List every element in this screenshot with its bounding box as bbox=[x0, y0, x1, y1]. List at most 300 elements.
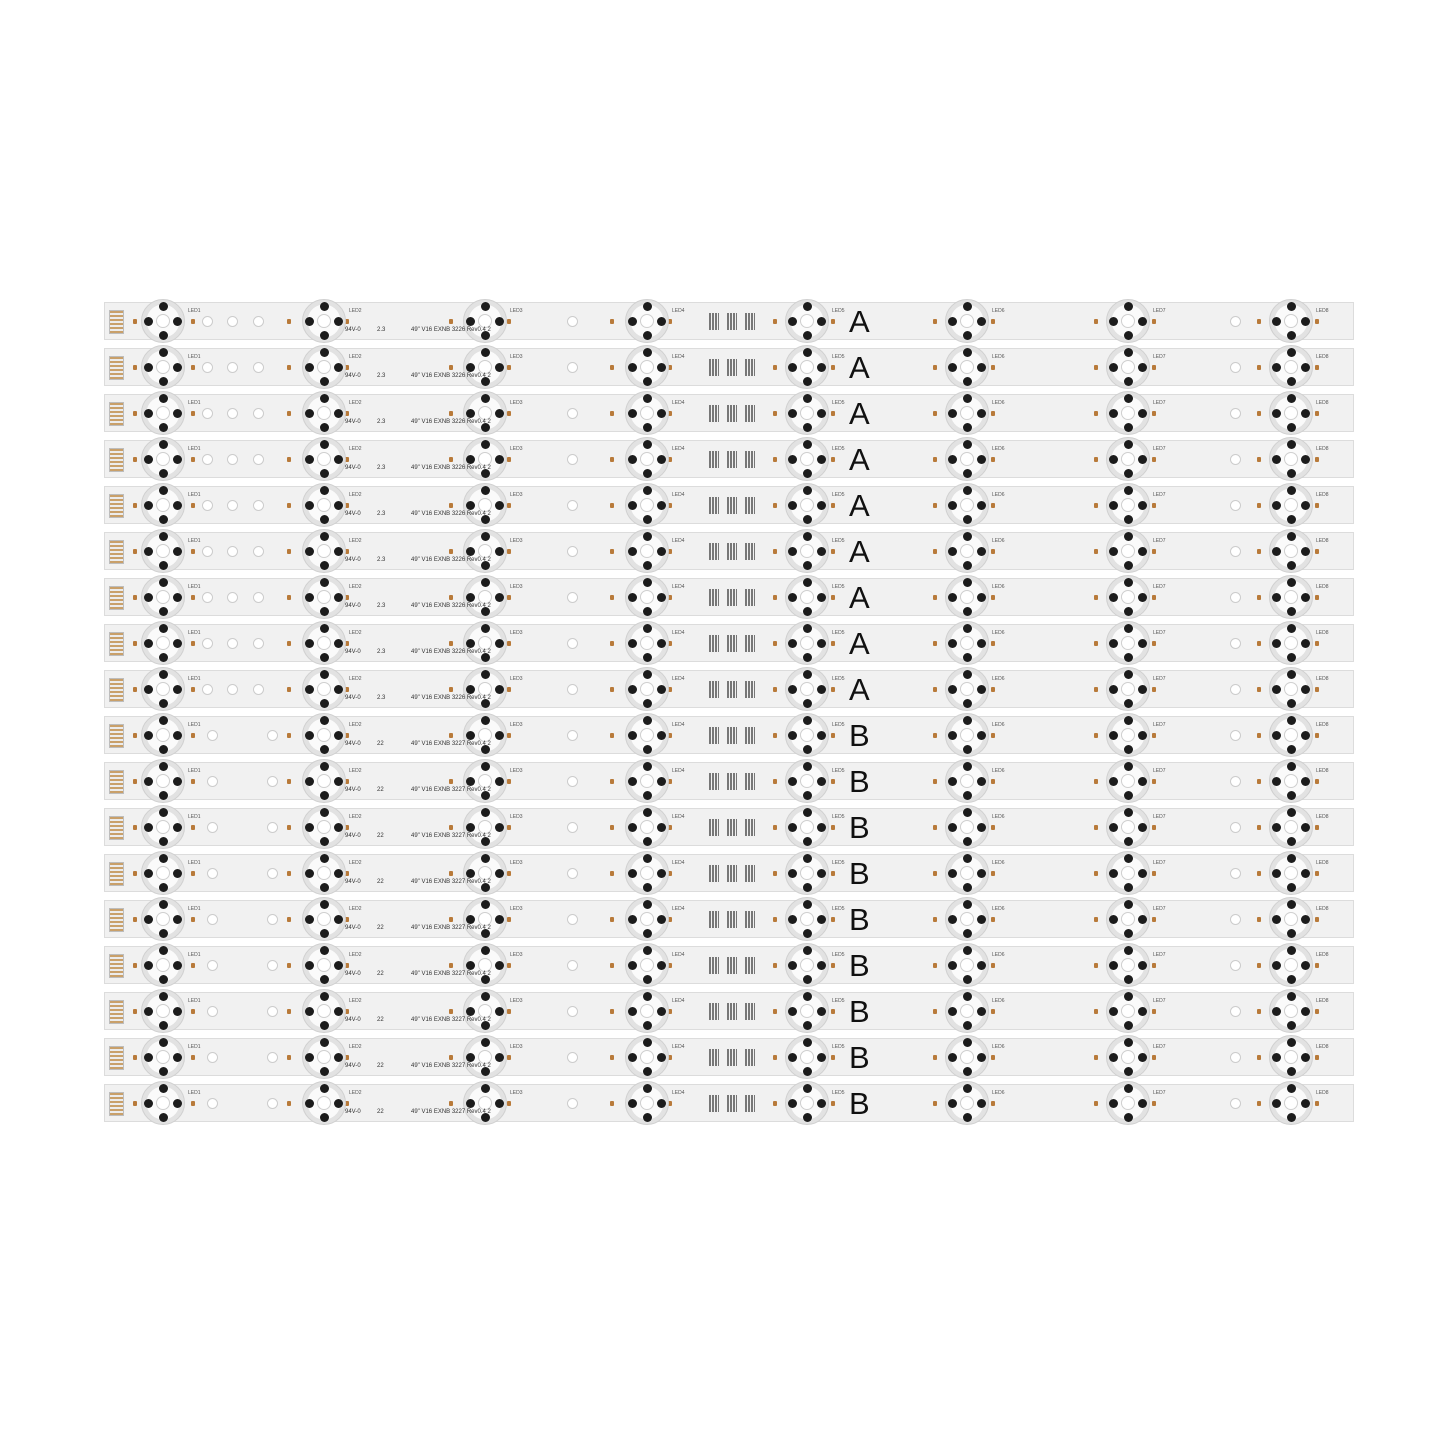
lens-peg bbox=[1109, 501, 1118, 510]
qr-code bbox=[727, 359, 737, 376]
lens-peg bbox=[817, 685, 826, 694]
lens-hub bbox=[1284, 406, 1298, 420]
solder-pad bbox=[449, 733, 453, 738]
lens-peg bbox=[144, 1099, 153, 1108]
solder-pad bbox=[610, 871, 614, 876]
lens-hub bbox=[640, 682, 654, 696]
lens-peg bbox=[628, 685, 637, 694]
led-label: LED5 bbox=[832, 308, 845, 314]
solder-pad bbox=[191, 1055, 195, 1060]
lens-peg bbox=[628, 731, 637, 740]
mounting-hole bbox=[227, 362, 238, 373]
lens-hub bbox=[317, 774, 331, 788]
led-label: LED5 bbox=[832, 906, 845, 912]
solder-pad bbox=[133, 503, 137, 508]
led-lens bbox=[1106, 989, 1150, 1033]
led-label: LED4 bbox=[672, 308, 685, 314]
lens-hub bbox=[1284, 774, 1298, 788]
led-label: LED4 bbox=[672, 768, 685, 774]
lens-peg bbox=[817, 409, 826, 418]
lens-hub bbox=[800, 1004, 814, 1018]
mounting-hole bbox=[253, 546, 264, 557]
connector bbox=[109, 1000, 124, 1024]
mounting-hole bbox=[1230, 1052, 1241, 1063]
solder-pad bbox=[991, 641, 995, 646]
lens-peg bbox=[1138, 455, 1147, 464]
solder-pad bbox=[610, 687, 614, 692]
lens-peg bbox=[1287, 699, 1296, 708]
lens-peg bbox=[495, 823, 504, 832]
solder-pad bbox=[991, 733, 995, 738]
mounting-hole bbox=[202, 684, 213, 695]
solder-pad bbox=[507, 779, 511, 784]
strip-type-letter: B bbox=[849, 1086, 870, 1121]
lens-peg bbox=[305, 961, 314, 970]
lens-peg bbox=[334, 777, 343, 786]
lens-peg bbox=[948, 501, 957, 510]
solder-pad bbox=[831, 1009, 835, 1014]
lens-peg bbox=[1124, 837, 1133, 846]
led-label: LED1 bbox=[188, 1044, 201, 1050]
qr-code bbox=[745, 359, 755, 376]
lens-peg bbox=[159, 1067, 168, 1076]
lens-peg bbox=[144, 363, 153, 372]
solder-pad bbox=[287, 365, 291, 370]
lens-hub bbox=[317, 1004, 331, 1018]
mounting-hole bbox=[267, 960, 278, 971]
silkscreen-text: 49" V16 EXNB 3227 Rev0.4 2 bbox=[411, 787, 491, 793]
lens-peg bbox=[963, 302, 972, 311]
lens-peg bbox=[657, 823, 666, 832]
lens-peg bbox=[320, 946, 329, 955]
lens-peg bbox=[643, 302, 652, 311]
lens-hub bbox=[800, 1096, 814, 1110]
lens-peg bbox=[803, 1067, 812, 1076]
lens-peg bbox=[320, 440, 329, 449]
solder-pad bbox=[449, 687, 453, 692]
lens-peg bbox=[1109, 363, 1118, 372]
led-label: LED1 bbox=[188, 814, 201, 820]
led-label: LED2 bbox=[349, 768, 362, 774]
lens-peg bbox=[643, 900, 652, 909]
solder-pad bbox=[991, 549, 995, 554]
led-lens bbox=[463, 345, 507, 389]
lens-hub bbox=[478, 820, 492, 834]
qr-code bbox=[709, 589, 719, 606]
led-label: LED3 bbox=[510, 1044, 523, 1050]
led-lens bbox=[302, 345, 346, 389]
strip-type-letter: A bbox=[849, 350, 870, 385]
solder-pad bbox=[1094, 319, 1098, 324]
mounting-hole bbox=[253, 316, 264, 327]
led-label: LED6 bbox=[992, 538, 1005, 544]
solder-pad bbox=[1094, 365, 1098, 370]
solder-pad bbox=[991, 825, 995, 830]
lens-peg bbox=[788, 731, 797, 740]
led-lens bbox=[141, 943, 185, 987]
lens-hub bbox=[478, 682, 492, 696]
led-lens bbox=[463, 391, 507, 435]
lens-peg bbox=[173, 409, 182, 418]
lens-hub bbox=[317, 544, 331, 558]
lens-peg bbox=[1272, 731, 1281, 740]
lens-peg bbox=[963, 394, 972, 403]
lens-peg bbox=[643, 670, 652, 679]
lens-peg bbox=[320, 791, 329, 800]
mounting-hole bbox=[207, 822, 218, 833]
qr-code bbox=[745, 1003, 755, 1020]
led-label: LED7 bbox=[1153, 768, 1166, 774]
lens-peg bbox=[817, 869, 826, 878]
led-label: LED7 bbox=[1153, 860, 1166, 866]
lens-peg bbox=[1124, 900, 1133, 909]
solder-pad bbox=[933, 825, 937, 830]
qr-code bbox=[727, 957, 737, 974]
solder-pad bbox=[133, 871, 137, 876]
lens-peg bbox=[817, 547, 826, 556]
led-lens bbox=[302, 529, 346, 573]
lens-peg bbox=[1287, 515, 1296, 524]
lens-peg bbox=[1287, 1113, 1296, 1122]
lens-peg bbox=[1124, 469, 1133, 478]
lens-peg bbox=[1109, 777, 1118, 786]
led-lens bbox=[785, 529, 829, 573]
qr-code bbox=[709, 543, 719, 560]
solder-pad bbox=[1094, 411, 1098, 416]
solder-pad bbox=[991, 319, 995, 324]
lens-peg bbox=[1287, 377, 1296, 386]
led-lens bbox=[785, 1081, 829, 1125]
lens-peg bbox=[643, 486, 652, 495]
lens-peg bbox=[657, 731, 666, 740]
solder-pad bbox=[933, 687, 937, 692]
lens-peg bbox=[1138, 961, 1147, 970]
led-strip-b bbox=[104, 716, 1354, 754]
lens-peg bbox=[963, 331, 972, 340]
lens-peg bbox=[1124, 607, 1133, 616]
lens-peg bbox=[1287, 624, 1296, 633]
led-label: LED4 bbox=[672, 1044, 685, 1050]
solder-pad bbox=[933, 1055, 937, 1060]
solder-pad bbox=[831, 871, 835, 876]
solder-pad bbox=[1315, 457, 1319, 462]
solder-pad bbox=[449, 1055, 453, 1060]
lens-peg bbox=[643, 423, 652, 432]
lens-peg bbox=[657, 685, 666, 694]
lens-peg bbox=[320, 515, 329, 524]
mounting-hole bbox=[567, 408, 578, 419]
lens-peg bbox=[159, 532, 168, 541]
lens-peg bbox=[481, 762, 490, 771]
lens-peg bbox=[803, 377, 812, 386]
mounting-hole bbox=[253, 362, 264, 373]
lens-hub bbox=[640, 452, 654, 466]
led-lens bbox=[1269, 621, 1313, 665]
lens-peg bbox=[1124, 440, 1133, 449]
led-label: LED7 bbox=[1153, 998, 1166, 1004]
solder-pad bbox=[933, 1101, 937, 1106]
lens-peg bbox=[628, 961, 637, 970]
connector bbox=[109, 1046, 124, 1070]
mounting-hole bbox=[253, 638, 264, 649]
lens-peg bbox=[320, 975, 329, 984]
led-lens bbox=[463, 1035, 507, 1079]
lens-peg bbox=[977, 915, 986, 924]
qr-code bbox=[745, 957, 755, 974]
lens-hub bbox=[640, 590, 654, 604]
mounting-hole bbox=[202, 638, 213, 649]
led-lens bbox=[625, 483, 669, 527]
led-label: LED2 bbox=[349, 676, 362, 682]
lens-peg bbox=[643, 883, 652, 892]
led-label: LED8 bbox=[1316, 814, 1329, 820]
mounting-hole bbox=[567, 638, 578, 649]
led-label: LED7 bbox=[1153, 584, 1166, 590]
silkscreen-text: 49" V16 EXNB 3226 Rev0.4 2 bbox=[411, 327, 491, 333]
solder-pad bbox=[773, 457, 777, 462]
lens-peg bbox=[320, 992, 329, 1001]
lens-hub bbox=[640, 912, 654, 926]
lens-peg bbox=[320, 532, 329, 541]
led-lens bbox=[1106, 851, 1150, 895]
led-strip-a bbox=[104, 394, 1354, 432]
lens-peg bbox=[320, 762, 329, 771]
solder-pad bbox=[610, 1009, 614, 1014]
solder-pad bbox=[933, 549, 937, 554]
led-lens bbox=[625, 989, 669, 1033]
silkscreen-text: 94V-0 bbox=[345, 1017, 361, 1023]
led-label: LED1 bbox=[188, 446, 201, 452]
led-label: LED2 bbox=[349, 630, 362, 636]
led-label: LED8 bbox=[1316, 446, 1329, 452]
lens-peg bbox=[1138, 1099, 1147, 1108]
solder-pad bbox=[449, 1101, 453, 1106]
silkscreen-text: 2.3 bbox=[377, 695, 386, 701]
solder-pad bbox=[1152, 687, 1156, 692]
lens-peg bbox=[481, 624, 490, 633]
connector bbox=[109, 770, 124, 794]
solder-pad bbox=[1257, 1055, 1261, 1060]
qr-code bbox=[709, 1049, 719, 1066]
lens-peg bbox=[159, 394, 168, 403]
qr-code bbox=[745, 313, 755, 330]
solder-pad bbox=[191, 319, 195, 324]
led-lens bbox=[1106, 299, 1150, 343]
lens-peg bbox=[817, 1099, 826, 1108]
led-label: LED2 bbox=[349, 722, 362, 728]
solder-pad bbox=[773, 917, 777, 922]
solder-pad bbox=[507, 871, 511, 876]
lens-peg bbox=[481, 854, 490, 863]
qr-code bbox=[727, 727, 737, 744]
lens-peg bbox=[1109, 409, 1118, 418]
lens-peg bbox=[817, 961, 826, 970]
lens-peg bbox=[1138, 1053, 1147, 1062]
led-lens bbox=[945, 483, 989, 527]
lens-peg bbox=[173, 731, 182, 740]
qr-code bbox=[745, 1049, 755, 1066]
silkscreen-text: 94V-0 bbox=[345, 649, 361, 655]
lens-hub bbox=[156, 866, 170, 880]
led-lens bbox=[302, 391, 346, 435]
lens-peg bbox=[963, 900, 972, 909]
solder-pad bbox=[287, 917, 291, 922]
led-lens bbox=[785, 851, 829, 895]
lens-peg bbox=[495, 961, 504, 970]
lens-peg bbox=[481, 992, 490, 1001]
solder-pad bbox=[507, 411, 511, 416]
lens-peg bbox=[1124, 946, 1133, 955]
solder-pad bbox=[831, 917, 835, 922]
led-lens bbox=[785, 345, 829, 389]
mounting-hole bbox=[567, 454, 578, 465]
qr-code bbox=[727, 1003, 737, 1020]
mounting-hole bbox=[567, 960, 578, 971]
lens-peg bbox=[334, 547, 343, 556]
solder-pad bbox=[1257, 825, 1261, 830]
solder-pad bbox=[507, 457, 511, 462]
solder-pad bbox=[507, 595, 511, 600]
lens-peg bbox=[803, 302, 812, 311]
led-label: LED1 bbox=[188, 952, 201, 958]
led-strip-b bbox=[104, 1084, 1354, 1122]
mounting-hole bbox=[207, 1052, 218, 1063]
lens-peg bbox=[963, 653, 972, 662]
lens-hub bbox=[156, 820, 170, 834]
led-lens bbox=[1269, 529, 1313, 573]
qr-code bbox=[727, 405, 737, 422]
led-lens bbox=[785, 805, 829, 849]
mounting-hole bbox=[1230, 1098, 1241, 1109]
lens-hub bbox=[960, 636, 974, 650]
solder-pad bbox=[991, 457, 995, 462]
lens-hub bbox=[1121, 498, 1135, 512]
led-label: LED7 bbox=[1153, 1044, 1166, 1050]
lens-hub bbox=[960, 1050, 974, 1064]
lens-peg bbox=[159, 992, 168, 1001]
solder-pad bbox=[191, 503, 195, 508]
lens-hub bbox=[1284, 498, 1298, 512]
solder-pad bbox=[191, 733, 195, 738]
silkscreen-text: 22 bbox=[377, 1063, 384, 1069]
led-label: LED1 bbox=[188, 354, 201, 360]
lens-peg bbox=[144, 1053, 153, 1062]
lens-peg bbox=[305, 823, 314, 832]
lens-peg bbox=[1124, 975, 1133, 984]
silkscreen-text: 94V-0 bbox=[345, 465, 361, 471]
lens-hub bbox=[800, 774, 814, 788]
solder-pad bbox=[933, 871, 937, 876]
lens-peg bbox=[657, 639, 666, 648]
lens-peg bbox=[963, 624, 972, 633]
lens-peg bbox=[1287, 1067, 1296, 1076]
lens-peg bbox=[977, 501, 986, 510]
qr-code bbox=[727, 635, 737, 652]
led-lens bbox=[463, 989, 507, 1033]
mounting-hole bbox=[253, 454, 264, 465]
qr-code bbox=[709, 681, 719, 698]
solder-pad bbox=[773, 963, 777, 968]
led-label: LED7 bbox=[1153, 906, 1166, 912]
led-lens bbox=[302, 667, 346, 711]
lens-hub bbox=[960, 728, 974, 742]
lens-peg bbox=[173, 547, 182, 556]
solder-pad bbox=[507, 1009, 511, 1014]
lens-peg bbox=[1301, 363, 1310, 372]
solder-pad bbox=[449, 503, 453, 508]
connector bbox=[109, 816, 124, 840]
led-lens bbox=[625, 759, 669, 803]
led-label: LED3 bbox=[510, 998, 523, 1004]
lens-hub bbox=[640, 774, 654, 788]
silkscreen-text: 94V-0 bbox=[345, 1063, 361, 1069]
led-lens bbox=[463, 943, 507, 987]
lens-peg bbox=[1138, 869, 1147, 878]
mounting-hole bbox=[207, 960, 218, 971]
lens-peg bbox=[320, 837, 329, 846]
solder-pad bbox=[1315, 1055, 1319, 1060]
lens-peg bbox=[481, 532, 490, 541]
lens-peg bbox=[977, 869, 986, 878]
led-label: LED5 bbox=[832, 538, 845, 544]
solder-pad bbox=[933, 917, 937, 922]
lens-peg bbox=[788, 317, 797, 326]
lens-peg bbox=[159, 515, 168, 524]
lens-peg bbox=[977, 731, 986, 740]
lens-peg bbox=[144, 777, 153, 786]
lens-peg bbox=[628, 501, 637, 510]
lens-peg bbox=[1301, 731, 1310, 740]
lens-hub bbox=[800, 682, 814, 696]
led-lens bbox=[1106, 1035, 1150, 1079]
lens-peg bbox=[803, 837, 812, 846]
led-strip-b bbox=[104, 762, 1354, 800]
qr-code bbox=[745, 819, 755, 836]
lens-peg bbox=[643, 578, 652, 587]
lens-peg bbox=[948, 685, 957, 694]
lens-peg bbox=[1287, 946, 1296, 955]
led-label: LED2 bbox=[349, 400, 362, 406]
qr-code bbox=[745, 497, 755, 514]
led-label: LED1 bbox=[188, 584, 201, 590]
lens-hub bbox=[1121, 406, 1135, 420]
lens-peg bbox=[334, 501, 343, 510]
mounting-hole bbox=[202, 546, 213, 557]
lens-hub bbox=[960, 1096, 974, 1110]
solder-pad bbox=[133, 457, 137, 462]
lens-peg bbox=[144, 501, 153, 510]
strip-type-letter: A bbox=[849, 534, 870, 569]
led-lens bbox=[625, 621, 669, 665]
qr-code bbox=[745, 865, 755, 882]
lens-hub bbox=[800, 314, 814, 328]
led-lens bbox=[625, 437, 669, 481]
solder-pad bbox=[1315, 641, 1319, 646]
lens-peg bbox=[1124, 515, 1133, 524]
silkscreen-text: 49" V16 EXNB 3226 Rev0.4 2 bbox=[411, 419, 491, 425]
lens-peg bbox=[334, 915, 343, 924]
led-lens bbox=[302, 943, 346, 987]
led-label: LED4 bbox=[672, 1090, 685, 1096]
lens-peg bbox=[334, 409, 343, 418]
solder-pad bbox=[1257, 641, 1261, 646]
lens-peg bbox=[977, 685, 986, 694]
solder-pad bbox=[287, 871, 291, 876]
lens-peg bbox=[159, 716, 168, 725]
solder-pad bbox=[1152, 595, 1156, 600]
mounting-hole bbox=[567, 546, 578, 557]
led-label: LED3 bbox=[510, 446, 523, 452]
